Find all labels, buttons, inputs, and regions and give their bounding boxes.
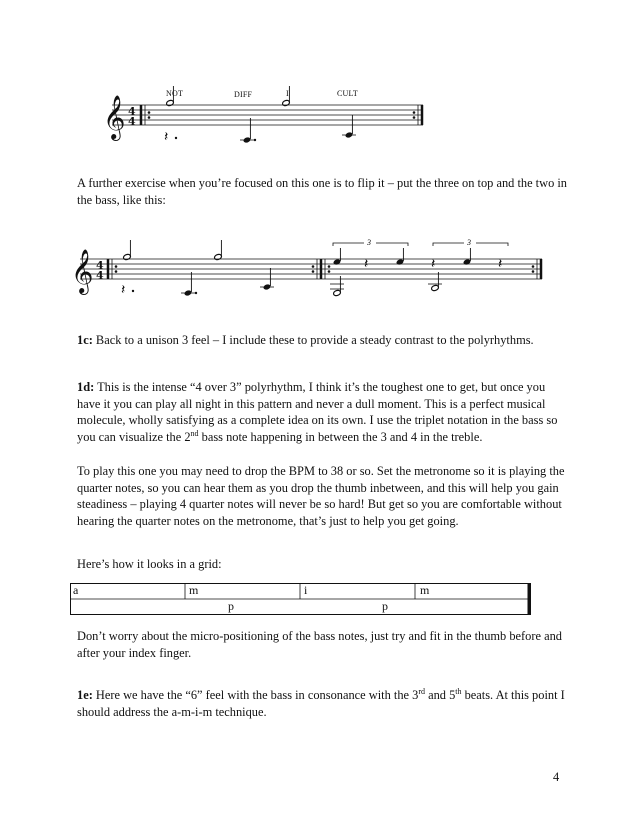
lyric-not: NOT xyxy=(166,89,184,98)
paragraph-1e-text-b: and 5 xyxy=(424,688,456,702)
superscript-th: th xyxy=(455,686,462,696)
grid-cell-p: p xyxy=(382,599,388,613)
superscript-nd: nd xyxy=(190,428,199,438)
paragraph-flip-exercise: A further exercise when you’re focused on this one is to flip it – put the three on top and the two in the bass, like this: xyxy=(77,176,567,207)
tuplet-3-label: 3 xyxy=(367,238,372,247)
svg-text:4: 4 xyxy=(128,115,136,128)
svg-text:𝄽: 𝄽 xyxy=(364,256,369,272)
paragraph-micro-positioning: Don’t worry about the micro-positioning of the bass notes, just try and fit in the thumb before and after your index finger. xyxy=(77,629,562,660)
section-label-1c: 1c: xyxy=(77,333,93,347)
svg-text:4: 4 xyxy=(128,105,136,118)
treble-clef-icon: 𝄞 xyxy=(103,95,126,139)
music-staff-2 xyxy=(0,0,638,320)
superscript-rd: rd xyxy=(418,686,425,696)
page-number: 4 xyxy=(553,770,560,784)
paragraph-1c-text: Back to a unison 3 feel – I include these to provide a steady contrast to the polyrhythms. xyxy=(92,333,534,347)
lyric-cult: CULT xyxy=(337,89,358,98)
grid-cell-i: i xyxy=(304,583,308,597)
lyric-i: I xyxy=(286,89,289,98)
section-label-1e: 1e: xyxy=(77,688,93,702)
svg-text:𝄽: 𝄽 xyxy=(431,256,436,272)
paragraph-1e-text-a: Here we have the “6” feel with the bass in consonance with the 3 xyxy=(92,688,419,702)
section-label-1d: 1d: xyxy=(77,380,95,394)
paragraph-1d-text-b: bass note happening in between the 3 and 4 in the treble. xyxy=(198,429,483,444)
grid-cell-p: p xyxy=(228,599,234,613)
svg-text:𝄽: 𝄽 xyxy=(164,129,169,145)
paragraph-1d-text-a: This is the intense “4 over 3” polyrhythm, I think it’s the toughest one to get, but once you have it you can play all night in this pattern and never a dull moment. This is a perfect musical molecule, wholly satisfying as a complete idea on its own. I use the triplet notation in the bass so you can visualize the 2 xyxy=(77,380,558,444)
paragraph-1e xyxy=(77,687,567,720)
svg-text:4: 4 xyxy=(96,259,104,272)
svg-text:4: 4 xyxy=(96,269,104,282)
paragraph-1e-text-c: beats. At this point I should address the a-m-i-m technique. xyxy=(77,688,565,719)
svg-text:𝄽: 𝄽 xyxy=(498,256,503,272)
svg-text:𝄽: 𝄽 xyxy=(121,282,126,298)
lyric-diff: DIFF xyxy=(234,90,253,99)
paragraph-bpm: To play this one you may need to drop the BPM to 38 or so. Set the metronome so it is playing the quarter notes, so you can hear them as you drop the thumb inbetween, and this will help you gain steadiness – playing 4 quarter notes will never be so hard! But get so you are comfortable without hearing the quarter notes on the metronome, that’s just to help you get going. xyxy=(77,464,565,528)
paragraph-1c xyxy=(77,332,567,349)
grid-cell-m: m xyxy=(420,583,430,597)
tuplet-3-label: 3 xyxy=(467,238,472,247)
svg-text:𝄞: 𝄞 xyxy=(71,249,94,293)
grid-cell-m: m xyxy=(189,583,199,597)
grid-cell-a: a xyxy=(73,583,79,597)
paragraph-1d xyxy=(77,379,567,445)
paragraph-grid-intro: Here’s how it looks in a grid: xyxy=(77,557,222,571)
finger-grid xyxy=(70,583,531,615)
